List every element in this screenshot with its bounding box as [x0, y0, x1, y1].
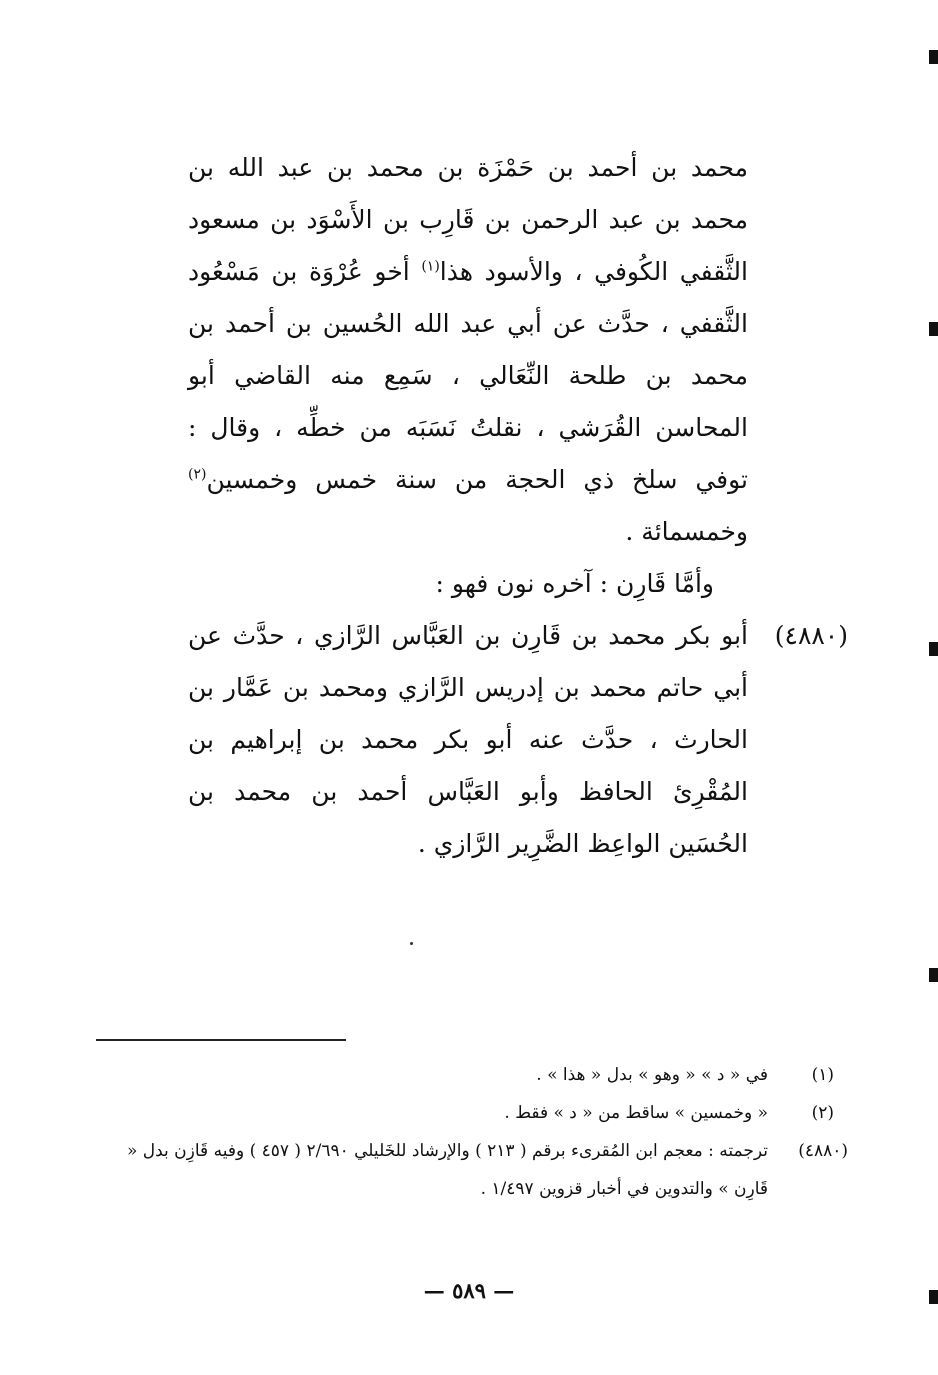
entry-4880 [188, 610, 848, 870]
footnotes [88, 1056, 848, 1208]
paragraph-text-cont: أخو عُرْوَة بن مَسْعُود الثَّقفي ، حدَّث عن أبي عبد الله الحُسين بن أحمد بن محمد بن طلحة النِّعَالي ، سَمِع منه القاضي أبو المحاسن القُرَشي ، نقلتُ نَسَبَه من خطِّه ، وقال : توفي سلخ ذي الحجة من سنة خمس وخمسين [188, 257, 748, 494]
footnote-number: (١) [811, 1065, 834, 1085]
footnote-ref-2: (٢) [188, 466, 207, 483]
footnote [88, 1056, 848, 1094]
page-number: — ٥٨٩ — [423, 1278, 515, 1303]
main-text [188, 142, 848, 870]
footnote-text: ترجمته : معجم ابن المُقرىء برقم ( ٢١٣ ) والإرشاد للخَليلي ٢/٦٩٠ ( ٤٥٧ ) وفيه قَازِن بدل « قَارِن » والتدوين في أخبار قزوين ١/٤٩٧ . [126, 1141, 768, 1199]
entry-text: أبو بكر محمد بن قَارِن بن العَبَّاس الرَّازي ، حدَّث عن أبي حاتم محمد بن إدريس الرَّازي ومحمد بن عَمَّار بن الحارث ، حدَّث عنه أبو بكر محمد بن إبراهيم بن المُقْرِئ الحافظ وأبو العَبَّاس أحمد بن محمد بن الحُسَين الواعِظ الضَّرِير الرَّازي . [188, 621, 748, 858]
footnote-text: في « د » « وهو » بدل « هذا » . [536, 1065, 768, 1085]
footnote-divider [96, 1039, 346, 1041]
edge-mark [929, 50, 938, 64]
entry-number: (٤٨٨٠) [774, 621, 848, 650]
footnote-text: « وخمسين » ساقط من « د » فقط . [504, 1103, 768, 1123]
paragraph-text-end: وخمسمائة . [625, 517, 748, 546]
footnote-number: (٢) [811, 1103, 834, 1123]
footnote [88, 1094, 848, 1132]
section-heading: وأمَّا قَارِن : آخره نون فهو : [435, 569, 714, 598]
footnote [88, 1132, 848, 1208]
footnote-ref-1: (١) [421, 258, 440, 275]
scan-speck [410, 942, 413, 945]
edge-mark [929, 642, 938, 656]
edge-mark [929, 322, 938, 336]
biography-paragraph [188, 142, 748, 558]
edge-mark [929, 968, 938, 982]
paragraph-text: محمد بن أحمد بن حَمْزَة بن محمد بن عبد الله بن محمد بن عبد الرحمن بن قَارِب بن الأَسْوَد بن مسعود الثَّقفي الكُوفي ، والأسود هذا [188, 153, 748, 286]
footnote-number: (٤٨٨٠) [798, 1141, 848, 1161]
